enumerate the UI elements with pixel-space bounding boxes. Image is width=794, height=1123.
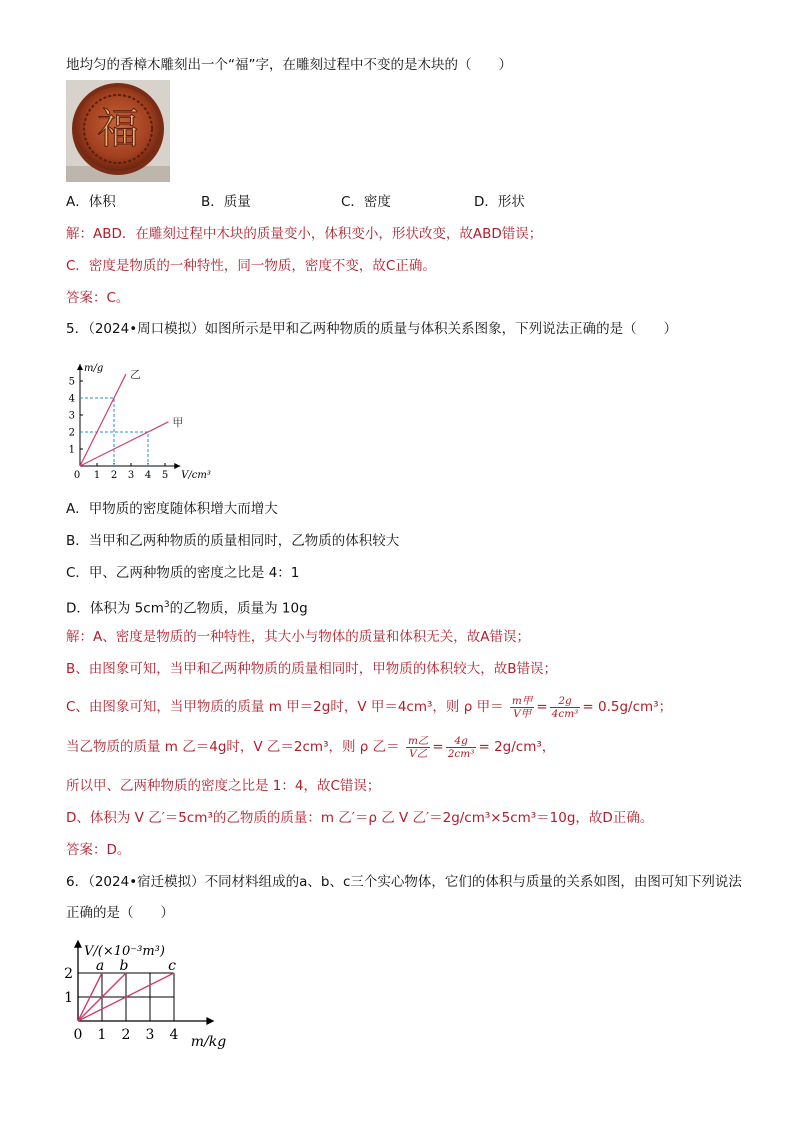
q5-option-d-sup: 3 [163,600,170,610]
y-tick-label: 2 [64,966,73,982]
q5-solution-d: D、体积为 V 乙′＝5cm³的乙物质的质量：m 乙′＝ρ 乙 V 乙′＝2g/cm³×5cm³＝10g，故D正确。 [66,810,654,826]
q4-option-a: A．体积 [66,194,116,210]
series-line-乙 [80,374,126,466]
x-tick-label: 1 [93,470,101,481]
fu-character: 福 [96,104,140,153]
x-tick-label: 2 [110,470,118,481]
q5-option-a: A．甲物质的密度随体积增大而增大 [66,501,278,517]
q4-solution-1: 解：ABD．在雕刻过程中木块的质量变小，体积变小，形状改变，故ABD错误； [66,226,543,242]
q4-option-d: D．形状 [474,194,525,210]
x-tick-label: 2 [121,1027,131,1043]
q5-option-c: C．甲、乙两种物质的密度之比是 4：1 [66,565,300,581]
q6-stem-line2: 正确的是（ ） [66,905,174,921]
q5-option-b: B．当甲和乙两种物质的质量相同时，乙物质的体积较大 [66,533,400,549]
q5-solution-c3: 所以甲、乙两种物质的密度之比是 1：4，故C错误； [66,778,381,794]
q5-solution-c: C、由图象可知，当甲物质的质量 m 甲＝2g时，V 甲＝4cm³，则 ρ 甲＝ $\frac{\text{m甲}}{\text{V甲}}$ = $\frac{2g}{\text{4cm³}}$ = 0.5g/cm³； [66,694,673,720]
q5-option-d-post: 的乙物质，质量为 10g [169,600,308,617]
x-tick-label: 4 [169,1027,179,1043]
q4-stem: 地均匀的香樟木雕刻出一个“福”字，在雕刻过程中不变的是木块的（ ） [66,57,512,73]
y-axis-label: V/(×10⁻³m³) [84,944,165,959]
series-label: a [95,958,105,974]
series-label: b [119,958,129,974]
q6-volume-mass-chart [60,930,240,1050]
y-tick-label: 1 [64,990,73,1006]
q4-solution-2: C．密度是物质的一种特性，同一物质，密度不变，故C正确。 [66,258,436,274]
q6-stem-line1: 6．（2024•宿迁模拟）不同材料组成的a、b、c三个实心物体，它们的体积与质量的关系如图，由图可知下列说法 [66,874,742,890]
x-tick-label: 5 [161,470,169,481]
q4-option-b: B．质量 [201,194,251,210]
x-axis-label: V/cm³ [181,470,211,481]
q4-answer: 答案：C。 [66,290,130,306]
x-tick-label: 1 [97,1027,107,1043]
q5-solution-c-post: = 0.5g/cm³； [582,699,673,715]
x-tick-label: 3 [145,1027,155,1043]
q5-stem: 5．（2024•周口模拟）如图所示是甲和乙两种物质的质量与体积关系图象，下列说法正确的是（ ） [66,321,678,337]
series-label: 乙 [129,368,141,382]
y-axis-arrow [74,940,82,948]
x-tick-label: 0 [73,470,81,481]
rho-jia-fraction-symbolic: $\frac{\text{m甲}}{\text{V甲}}$ [511,694,533,720]
x-axis-label: m/kg [190,1034,227,1050]
q5-answer: 答案：D。 [66,842,131,858]
q5-solution-b: B、由图象可知，当甲和乙两种物质的质量相同时，甲物质的体积较大，故B错误； [66,661,558,677]
series-label: 甲 [172,415,184,429]
x-tick-label: 3 [127,470,135,481]
y-tick-label: 5 [68,376,75,388]
rho-yi-fraction-symbolic: $\frac{\text{m乙}}{\text{V乙}}$ [407,734,429,760]
q4-option-c: C．密度 [341,194,391,210]
q5-solution-c2: 当乙物质的质量 m 乙＝4g时，V 乙＝2cm³，则 ρ 乙＝ $\frac{\text{m乙}}{\text{V乙}}$ = $\frac{4g}{\text{2cm³}}$ = 2g/cm³， [66,734,556,760]
y-tick-label: 4 [68,393,75,405]
x-axis-arrow [174,463,180,469]
y-axis-label: m/g [84,363,104,375]
fu-carving-image [66,80,170,182]
series-line-甲 [80,422,168,466]
y-tick-label: 3 [68,410,75,422]
q5-mass-volume-chart [64,350,214,485]
q5-solution-c2-post: = 2g/cm³， [478,739,556,755]
series-label: c [168,958,176,974]
q5-solution-c-pre: C、由图象可知，当甲物质的质量 m 甲＝2g时，V 甲＝4cm³，则 ρ 甲＝ [66,699,504,715]
q5-solution-a: 解：A、密度是物质的一种特性，其大小与物体的质量和体积无关，故A错误； [66,629,530,645]
rho-jia-fraction-values: $\frac{2g}{\text{4cm³}}$ [551,694,579,720]
q5-solution-c2-pre: 当乙物质的质量 m 乙＝4g时，V 乙＝2cm³，则 ρ 乙＝ [66,739,400,755]
y-axis-arrow [77,364,83,370]
q5-option-d-pre: D．体积为 5cm [66,600,164,617]
y-tick-label: 1 [68,444,75,456]
q5-option-d [66,595,308,619]
x-tick-label: 0 [73,1027,83,1043]
y-tick-label: 2 [68,427,75,439]
x-axis-arrow [206,1017,214,1025]
rho-yi-fraction-values: $\frac{4g}{\text{2cm³}}$ [447,734,475,760]
x-tick-label: 4 [144,470,152,481]
